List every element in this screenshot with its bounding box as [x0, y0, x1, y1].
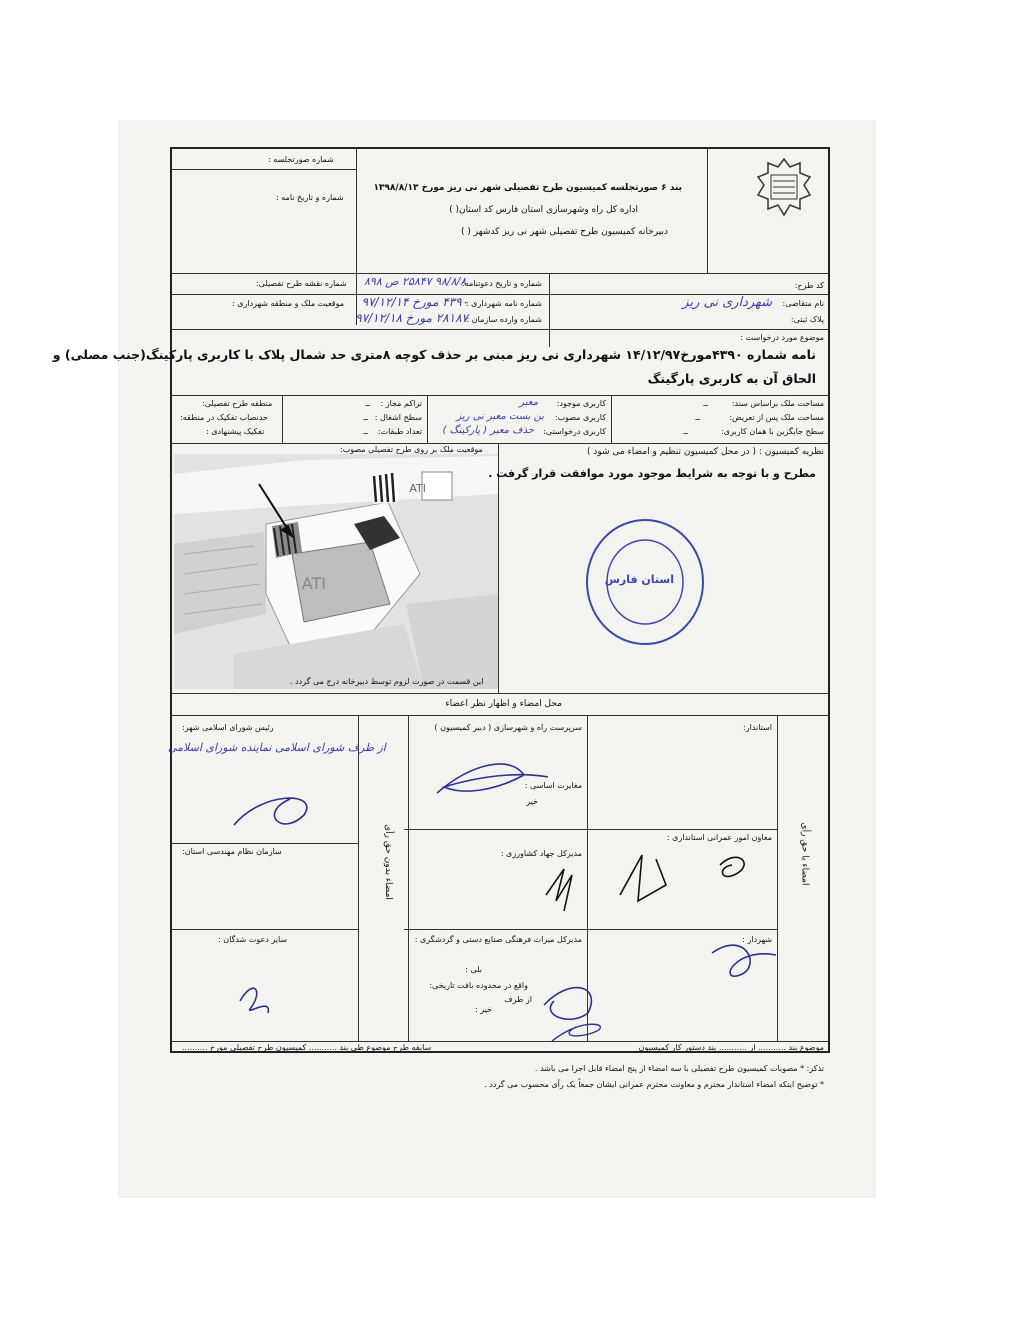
- proposed-label: تفکیک پیشنهادی :: [206, 427, 265, 436]
- svg-text:ATI: ATI: [409, 482, 426, 495]
- current-use-label: کاربری موجود:: [556, 399, 606, 408]
- conformity-label: مغایرت اساسی :: [524, 781, 582, 790]
- municipality-letter-label: شماره نامه شهرداری :: [465, 299, 542, 308]
- plate-label: پلاک ثبتی:: [790, 315, 824, 324]
- request-line-1: نامه شماره ۴۳۹۰مورخ۱۴/۱۲/۹۷ شهرداری نی ریز مبنی بر حذف کوچه ۸متری حد شمال پلاک با کاربری پارکینگ(جنب مصلی) و: [52, 347, 816, 362]
- ministry-logo: [754, 157, 814, 217]
- signatures-title: محل امضاء و اظهار نظر اعضاء: [445, 699, 562, 709]
- map-number-label: شماره نقشه طرح تفصیلی:: [256, 279, 347, 288]
- density-value: ــ: [365, 399, 370, 408]
- handwritten-signatures: [172, 715, 832, 1045]
- approved-use-value: بن بست معبر نی ریز: [456, 411, 544, 422]
- opinion-label: نظریه کمیسیون : ( در محل کمیسیون تنظیم و امضاء می شود ): [586, 447, 824, 457]
- applicant-label: نام متقاضی:: [782, 299, 824, 308]
- council-handwritten: از طرف شورای اسلامی نماینده شورای اسلامی: [168, 741, 386, 754]
- header-line-1: بند ۶ صورتجلسه کمیسیون طرح تفصیلی شهر نی ریز مورخ ۱۳۹۸/۸/۱۳: [373, 183, 682, 193]
- floors-label: تعداد طبقات:: [377, 427, 422, 436]
- invited-label: سایر دعوت شدگان :: [218, 935, 288, 944]
- zone-label: منطقه طرح تفصیلی:: [202, 399, 273, 408]
- vote-without-label: امضاء بدون حق رأی: [382, 824, 393, 900]
- stamp-center-text: استان فارس: [604, 573, 674, 586]
- area-after-label: مساحت ملک پس از تعریض:: [729, 413, 824, 422]
- mayor-label: شهردار :: [742, 935, 772, 944]
- parcel-code-label: حدنصاب تفکیک در منطقه:: [180, 413, 268, 422]
- occupancy-value: ــ: [363, 413, 368, 422]
- request-label: موضوع مورد درخواست :: [740, 333, 824, 342]
- roads-head-label: سرپرست راه و شهرسازی ( دبیر کمیسیون ): [434, 723, 582, 732]
- replacement-label: سطح جایگزین با همان کاربری:: [721, 427, 824, 436]
- council-head-label: رئیس شورای اسلامی شهر:: [182, 723, 274, 732]
- requested-use-value: حذف معبر ( پارکینگ ): [442, 425, 534, 436]
- svg-text:ATI: ATI: [301, 574, 326, 593]
- approved-use-label: کاربری مصوب:: [554, 413, 606, 422]
- governor-label: استاندار:: [743, 723, 772, 732]
- heritage-within: واقع در محدوده بافت تاریخی:: [429, 981, 528, 990]
- engineering-label: سازمان نظام مهندسی استان:: [182, 847, 282, 856]
- invitation-value: ۹۸/۸/۸ ۲۵۸۴۷ ص ۸۹۸: [364, 275, 467, 288]
- history-line: سابقه طرح موضوع طی بند ........... کمیسیون طرح تفصیلی مورخ ..........: [182, 1043, 432, 1052]
- floors-value: ــ: [363, 427, 368, 436]
- vote-with-label: امضاء با حق رأی: [799, 822, 810, 886]
- heritage-from: از طرف: [504, 995, 532, 1004]
- header-line-2: اداره کل راه وشهرسازی استان فارس کد استان( ): [449, 205, 638, 215]
- commission-form: [52, 147, 830, 1053]
- agriculture-label: مدیرکل جهاد کشاورزی :: [500, 849, 582, 858]
- map-title: موقعیت ملک بر روی طرح تفصیلی مصوب:: [340, 445, 483, 454]
- conformity-no: خیر: [526, 797, 538, 806]
- area-deed-value: ــ: [703, 399, 708, 408]
- meeting-number-label: شماره صورتجلسه :: [268, 155, 334, 164]
- location-label: موقعیت ملک و منطقه شهرداری :: [232, 299, 345, 308]
- plan-code-label: کد طرح:: [794, 281, 824, 290]
- density-label: تراکم مجاز :: [380, 399, 422, 408]
- heritage-no: خیر :: [474, 1005, 492, 1014]
- replacement-value: ــ: [683, 427, 688, 436]
- subject-line: موضوع بند ........... از ........... بند دستور کار کمیسیون: [638, 1043, 824, 1052]
- footer-note-2: * توضیح اینکه امضاء استاندار محترم و معاونت محترم عمرانی ایشان جمعاً یک رأی محسوب می گردد .: [484, 1080, 824, 1089]
- header-line-3: دبیرخانه کمیسیون طرح تفصیلی شهر نی ریز کدشهر ( ): [461, 227, 668, 237]
- current-use-value: معبر: [519, 397, 538, 408]
- municipality-letter-value: ۴۳۹۰ مورخ ۹۷/۱۲/۱۴: [361, 295, 468, 309]
- official-stamp: [584, 517, 706, 647]
- heritage-label: مدیرکل میراث فرهنگی صنایع دستی و گردشگری :: [414, 935, 582, 944]
- heritage-yes: بلی :: [465, 965, 482, 974]
- org-incoming-label: شماره وارده سازمان :: [466, 315, 542, 324]
- map-note: این قسمت در صورت لزوم توسط دبیرخانه درج می گردد .: [290, 677, 484, 686]
- area-after-value: ــ: [695, 413, 700, 422]
- opinion-text: مطرح و با توجه به شرایط موجود مورد موافقت قرار گرفت .: [488, 467, 816, 480]
- letter-number-date-label: شماره و تاریخ نامه :: [276, 193, 344, 202]
- area-deed-label: مساحت ملک براساس سند:: [731, 399, 824, 408]
- org-incoming-value: ۲۸۱۸۷ مورخ ۹۷/۱۲/۱۸: [355, 311, 468, 325]
- deputy-governor-label: معاون امور عمرانی استانداری :: [666, 833, 772, 842]
- occupancy-label: سطح اشغال :: [374, 413, 422, 422]
- invitation-label: شماره و تاریخ دعوتنامه:: [461, 279, 542, 288]
- applicant-value: شهرداری نی ریز: [682, 295, 772, 310]
- site-location-map: [174, 454, 498, 689]
- footer-note-1: تذکر: * مصوبات کمیسیون طرح تفصیلی با سه امضاء از پنج امضاء قابل اجرا می باشد .: [534, 1064, 824, 1073]
- request-line-2: الحاق آن به کاربری پارگینگ: [647, 371, 816, 386]
- requested-use-label: کاربری درخواستی:: [543, 427, 606, 436]
